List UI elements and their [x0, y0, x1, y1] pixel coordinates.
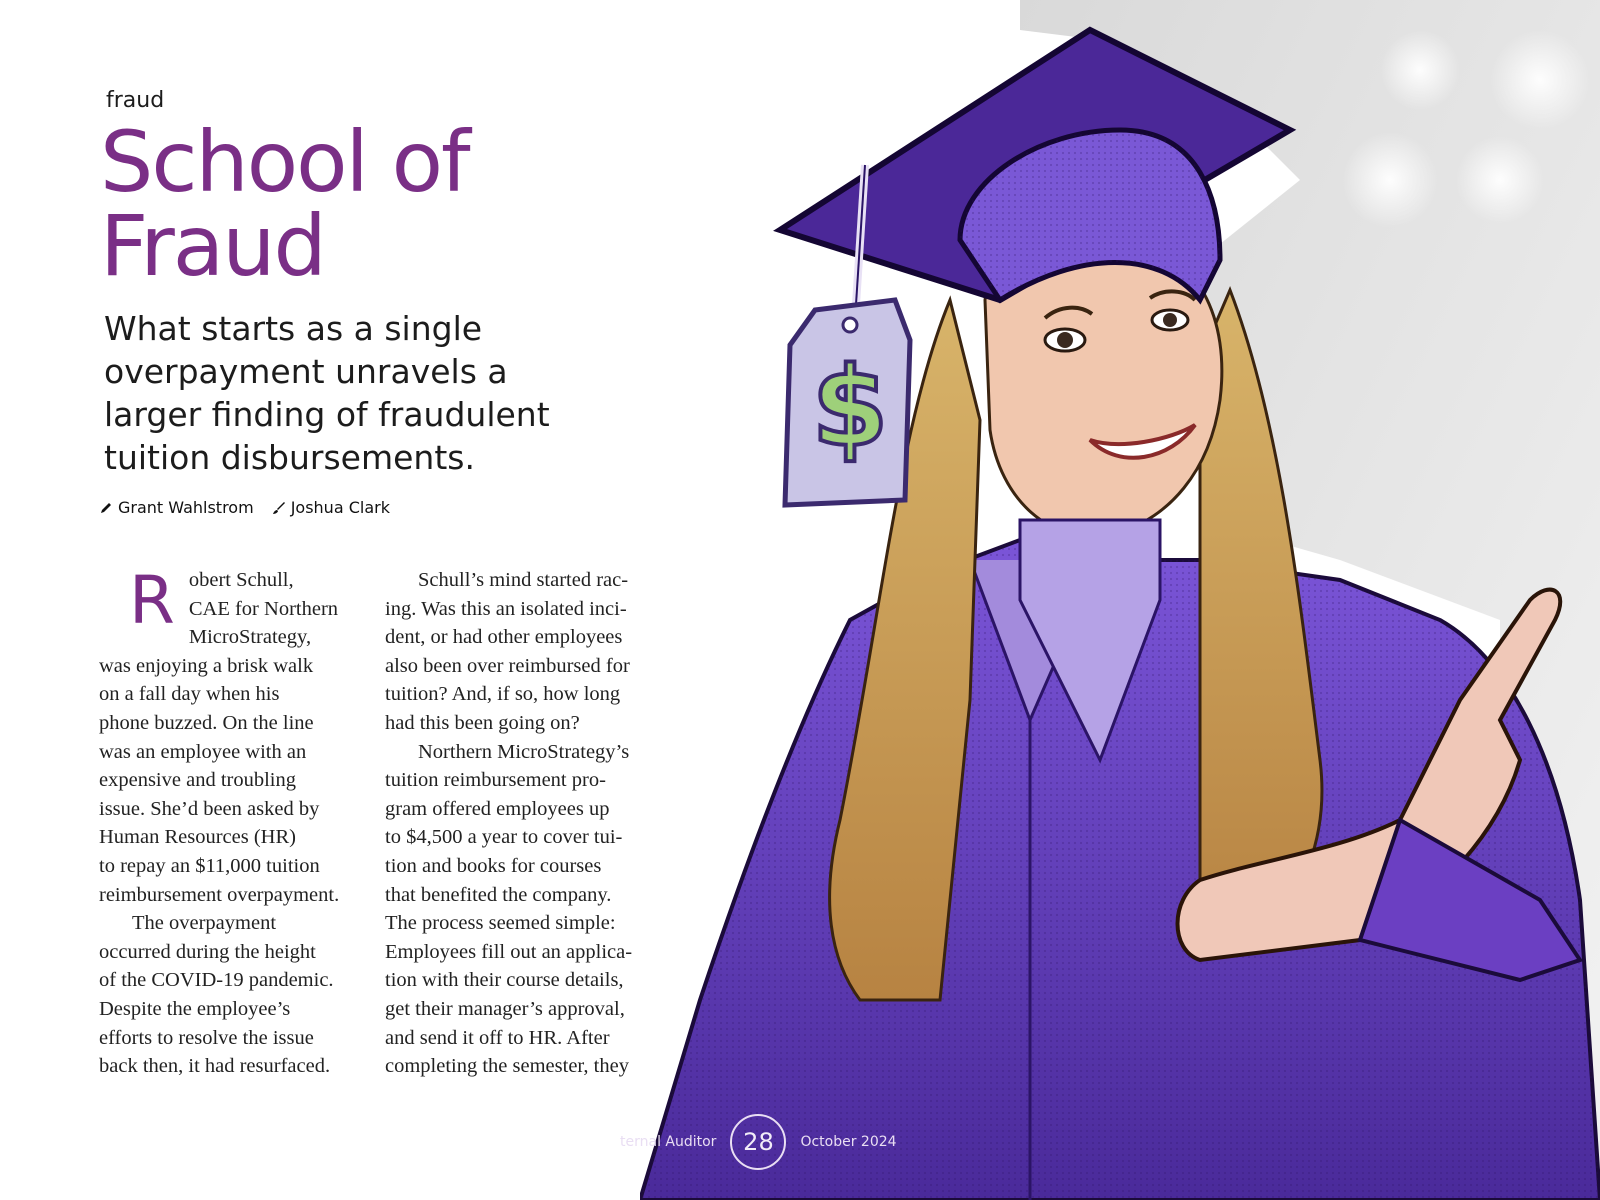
body-line: completing the semester, they	[385, 1055, 629, 1078]
body-line: dent, or had other employees	[385, 626, 623, 649]
body-line: back then, it had resurfaced.	[99, 1055, 331, 1078]
author-illustrator-name: Joshua Clark	[290, 498, 390, 517]
dollar-sign: $	[811, 343, 889, 471]
body-line: issue. She’d been asked by	[99, 797, 320, 820]
body-line: to $4,500 a year to cover tui-	[385, 826, 623, 849]
body-line: that benefited the company.	[385, 883, 612, 906]
body-line: to repay an $11,000 tuition	[99, 854, 320, 877]
brush-icon	[272, 501, 286, 515]
body-line: Human Resources (HR)	[99, 826, 296, 849]
body-line: get their manager’s approval,	[385, 997, 625, 1020]
body-line: tion and books for courses	[385, 854, 602, 877]
body-line: CAE for Northern	[188, 597, 339, 620]
dek-subtitle: What starts as a single overpayment unravels a larger finding of fraudulent tuition disbursements.	[104, 309, 550, 477]
issue-date: October 2024	[800, 1134, 897, 1150]
body-line: ing. Was this an isolated inci-	[385, 597, 627, 620]
page-footer	[620, 1114, 897, 1170]
body-line: and send it off to HR. After	[385, 1026, 610, 1049]
body-column-1	[99, 562, 361, 1081]
body-line: Employees fill out an applica-	[385, 940, 633, 963]
paragraph-4	[385, 738, 647, 1081]
body-line: was an employee with an	[99, 740, 307, 763]
author-writer-name: Grant Wahlstrom	[118, 498, 254, 517]
headline	[100, 113, 580, 295]
body-line: efforts to resolve the issue	[99, 1026, 314, 1049]
drop-cap: R	[129, 562, 175, 639]
body-line: Northern MicroStrategy’s	[418, 740, 630, 763]
body-line: tuition reimbursement pro-	[385, 769, 606, 792]
body-column-2	[385, 566, 647, 1081]
body-line: expensive and troubling	[99, 769, 296, 792]
body-line: of the COVID-19 pandemic.	[99, 969, 334, 992]
body-line: tion with their course details,	[385, 969, 624, 992]
paragraph-3	[385, 566, 647, 738]
body-line: Schull’s mind started rac-	[418, 569, 629, 591]
pen-icon	[99, 501, 113, 515]
body-line: was enjoying a brisk walk	[99, 654, 314, 677]
body-line: had this been going on?	[385, 711, 580, 734]
body-line: on a fall day when his	[99, 683, 280, 706]
headline-line-1: School of	[100, 113, 469, 211]
graduate-illustration	[640, 0, 1600, 1200]
section-label: fraud	[106, 88, 165, 113]
body-line: The process seemed simple:	[385, 912, 616, 935]
body-line: tuition? And, if so, how long	[385, 683, 621, 706]
publication-name: ternal Auditor	[620, 1134, 717, 1150]
body-line: Despite the employee’s	[99, 997, 291, 1020]
headline-line-2: Fraud	[100, 197, 325, 295]
body-line: obert Schull,	[188, 569, 294, 591]
byline-row	[99, 498, 390, 517]
author-illustrator	[272, 498, 390, 517]
body-line: reimbursement overpayment.	[99, 883, 340, 906]
body-line: MicroStrategy,	[188, 626, 312, 649]
body-line: phone buzzed. On the line	[99, 711, 314, 734]
author-writer	[99, 498, 254, 517]
body-line: gram offered employees up	[385, 797, 610, 820]
body-line: occurred during the height	[99, 940, 316, 963]
page-number: 28	[730, 1114, 786, 1170]
paragraph-2	[99, 909, 361, 1081]
body-line: The overpayment	[132, 912, 277, 935]
body-line: also been over reimbursed for	[385, 654, 630, 677]
